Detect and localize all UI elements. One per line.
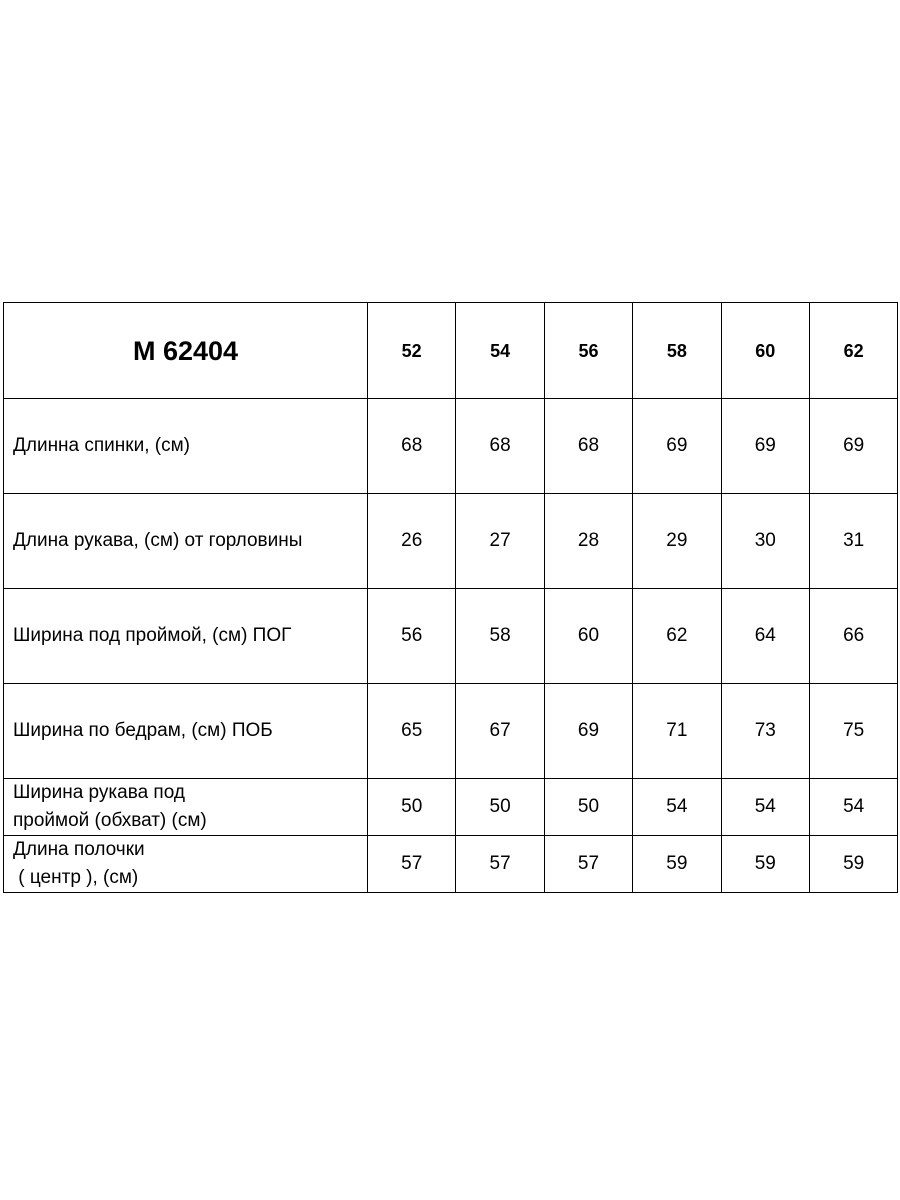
row-label [4,494,368,589]
table-cell: 64 [721,589,809,684]
table-cell: 54 [809,779,897,836]
table-cell: 59 [809,836,897,893]
table-cell: 62 [633,589,721,684]
table-cell: 71 [633,684,721,779]
row-label-line: Ширина рукава под [13,782,185,803]
row-label-line: Длинна спинки, (см) [13,435,190,456]
table-cell: 59 [721,836,809,893]
table-cell: 28 [544,494,632,589]
table-cell: 50 [544,779,632,836]
table-cell: 68 [368,399,456,494]
table-cell: 69 [544,684,632,779]
header-row [4,303,898,399]
size-header-58: 58 [633,303,721,399]
table-cell: 60 [544,589,632,684]
size-header-52: 52 [368,303,456,399]
table-cell: 57 [456,836,544,893]
table-cell: 57 [368,836,456,893]
table-row-back-length [4,399,898,494]
table-cell: 59 [633,836,721,893]
size-chart-table [3,302,898,893]
row-label-line: Ширина по бедрам, (см) ПОБ [13,720,273,741]
row-label-line: Длина полочки [13,839,145,860]
table-cell: 30 [721,494,809,589]
table-cell: 50 [456,779,544,836]
table-row-chest-width [4,589,898,684]
table-row-hip-width [4,684,898,779]
row-label-line: ( центр ), (см) [13,867,139,888]
table-cell: 56 [368,589,456,684]
size-header-56: 56 [544,303,632,399]
row-label [4,399,368,494]
row-label [4,684,368,779]
model-number: М 62404 [4,303,368,399]
row-label-line: Длина рукава, (см) от горловины [13,530,303,551]
table-cell: 75 [809,684,897,779]
table-cell: 69 [633,399,721,494]
row-label [4,779,368,836]
table-cell: 68 [456,399,544,494]
row-label [4,836,368,893]
size-header-60: 60 [721,303,809,399]
table-row-sleeve-length [4,494,898,589]
table-cell: 27 [456,494,544,589]
size-header-62: 62 [809,303,897,399]
row-label-line: Ширина под проймой, (см) ПОГ [13,625,292,646]
table-cell: 54 [633,779,721,836]
table-row-front-length [4,836,898,893]
row-label [4,589,368,684]
table-cell: 69 [809,399,897,494]
table-cell: 67 [456,684,544,779]
table-cell: 57 [544,836,632,893]
table-cell: 69 [721,399,809,494]
size-header-54: 54 [456,303,544,399]
table-cell: 73 [721,684,809,779]
table-row-sleeve-width [4,779,898,836]
table-cell: 58 [456,589,544,684]
table-cell: 54 [721,779,809,836]
table-cell: 68 [544,399,632,494]
table-cell: 26 [368,494,456,589]
table-cell: 66 [809,589,897,684]
row-label-line: проймой (обхват) (см) [13,810,207,831]
table-cell: 65 [368,684,456,779]
table-cell: 50 [368,779,456,836]
table-cell: 31 [809,494,897,589]
table-cell: 29 [633,494,721,589]
